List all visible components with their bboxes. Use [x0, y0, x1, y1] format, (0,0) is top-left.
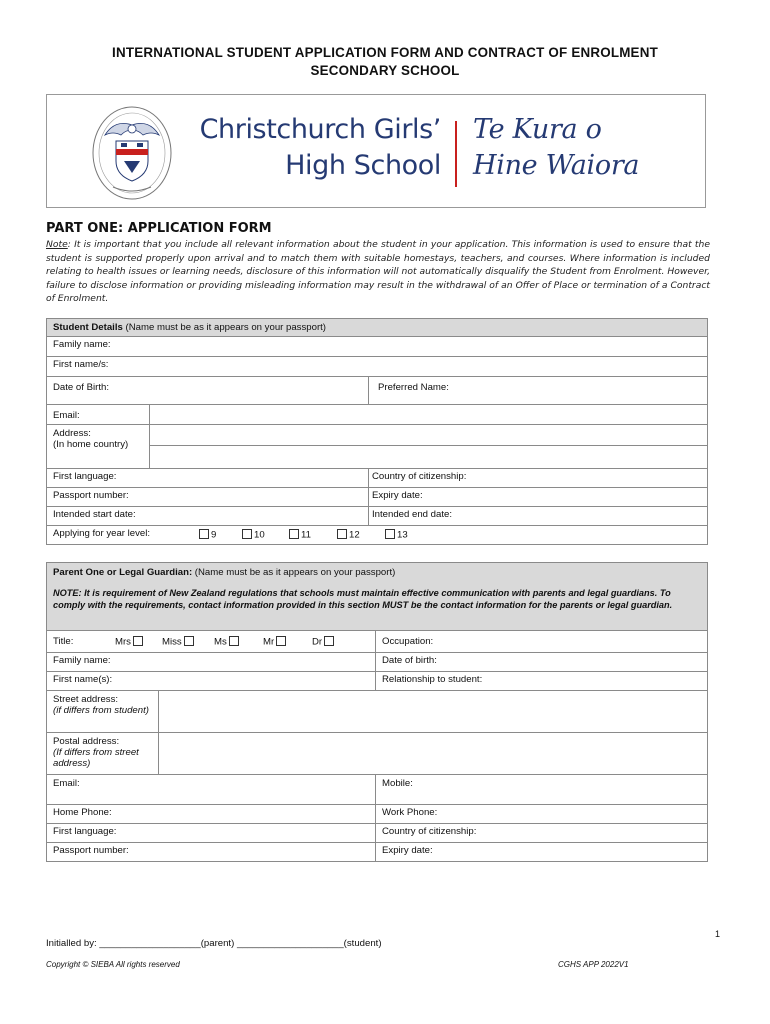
- school-name-maori: [473, 112, 639, 184]
- form-title: [0, 44, 770, 80]
- year-11-checkbox[interactable]: [289, 529, 299, 539]
- guardian-street-label-line2: (if differs from student): [53, 705, 149, 716]
- guardian-postal-label: [47, 733, 159, 775]
- title-ms-label: Ms: [214, 636, 227, 648]
- student-start-date-field[interactable]: Intended start date:: [47, 507, 369, 526]
- year-11-label: 11: [301, 529, 311, 541]
- year-10-checkbox[interactable]: [242, 529, 252, 539]
- student-passport-field[interactable]: Passport number:: [47, 488, 369, 507]
- year-13-checkbox[interactable]: [385, 529, 395, 539]
- school-name-en-line2: High School: [285, 150, 441, 181]
- title-mr-label: Mr: [263, 636, 275, 648]
- note-text: : It is important that you include all relevant information about the student in your application. This information is used to ensure that the student is supported properly upon arrival and to match them with suitable homestays, teachers, and courses. Where information is included relating to health issues or learning needs, disclosure of this information will not automatically disqualify the Student from Enrolment. However, failure to disclose information or providing misleading information may result in the withdrawal of an Offer of Place or termination of a Contract of Enrolment.: [46, 239, 710, 305]
- student-details-header: [47, 319, 708, 337]
- year-9-label: 9: [211, 529, 217, 541]
- guardian-family-name-field[interactable]: Family name:: [47, 653, 376, 672]
- title-dr-label: Dr: [312, 636, 323, 648]
- guardian-expiry-field[interactable]: Expiry date:: [376, 843, 708, 862]
- guardian-header: [47, 563, 708, 585]
- year-level-row: [47, 526, 708, 545]
- guardian-work-phone-field[interactable]: Work Phone:: [376, 805, 708, 824]
- form-version: CGHS APP 2022V1: [558, 960, 629, 969]
- title-ms-checkbox[interactable]: [229, 636, 239, 646]
- title-dr-checkbox[interactable]: [324, 636, 334, 646]
- logo-divider: [455, 121, 457, 187]
- title-dr-option[interactable]: [312, 636, 336, 648]
- title-mrs-label: Mrs: [115, 636, 131, 648]
- guardian-relationship-field[interactable]: Relationship to student:: [376, 672, 708, 691]
- guardian-dob-field[interactable]: Date of birth:: [376, 653, 708, 672]
- guardian-postal-label-line1: Postal address:: [53, 736, 120, 747]
- school-name-english: [175, 112, 441, 184]
- year-13-option[interactable]: [385, 529, 408, 541]
- initialled-by-line: Initialled by: ___________________(parent) ____________________(student): [46, 938, 382, 949]
- guardian-passport-field[interactable]: Passport number:: [47, 843, 376, 862]
- student-dob-field[interactable]: Date of Birth:: [47, 377, 369, 405]
- guardian-street-input[interactable]: [159, 691, 708, 733]
- part-one-note: [46, 238, 710, 306]
- student-email-input[interactable]: [150, 405, 708, 425]
- guardian-home-phone-field[interactable]: Home Phone:: [47, 805, 376, 824]
- guardian-first-names-field[interactable]: First name(s):: [47, 672, 376, 691]
- student-preferred-name-field[interactable]: Preferred Name:: [369, 377, 708, 405]
- student-address-label-line2: (In home country): [53, 439, 129, 450]
- student-first-names-field[interactable]: First name/s:: [47, 357, 708, 377]
- student-address-input-2[interactable]: [150, 446, 708, 469]
- student-details-header-rest: (Name must be as it appears on your passport): [122, 322, 327, 333]
- school-name-mi-line1: Te Kura o: [473, 114, 602, 145]
- guardian-title-row: [47, 631, 376, 653]
- title-miss-checkbox[interactable]: [184, 636, 194, 646]
- student-details-header-bold: Student Details: [53, 322, 123, 333]
- guardian-street-label-line1: Street address:: [53, 694, 119, 705]
- title-mr-checkbox[interactable]: [276, 636, 286, 646]
- guardian-citizenship-field[interactable]: Country of citizenship:: [376, 824, 708, 843]
- year-10-label: 10: [254, 529, 265, 541]
- student-first-language-field[interactable]: First language:: [47, 469, 369, 488]
- copyright-text: Copyright © SIEBA All rights reserved: [46, 960, 180, 969]
- guardian-title-label: Title:: [53, 636, 74, 647]
- guardian-header-rest: (Name must be as it appears on your passport): [192, 567, 396, 578]
- guardian-postal-label-line2: (If differs from street: [53, 747, 139, 758]
- student-email-label: Email:: [47, 405, 150, 425]
- guardian-email-field[interactable]: Email:: [47, 775, 376, 805]
- year-12-checkbox[interactable]: [337, 529, 347, 539]
- school-logo-banner: [46, 94, 706, 208]
- title-miss-option[interactable]: [162, 636, 196, 648]
- form-title-line2: SECONDARY SCHOOL: [310, 63, 460, 78]
- part-one-title: PART ONE: APPLICATION FORM: [46, 221, 272, 236]
- guardian-mobile-field[interactable]: Mobile:: [376, 775, 708, 805]
- title-miss-label: Miss: [162, 636, 182, 648]
- student-family-name-field[interactable]: Family name:: [47, 337, 708, 357]
- title-mr-option[interactable]: [263, 636, 288, 648]
- year-9-option[interactable]: [199, 529, 216, 541]
- student-address-label: [47, 425, 150, 469]
- student-citizenship-field[interactable]: Country of citizenship:: [369, 469, 708, 488]
- year-11-option[interactable]: [289, 529, 311, 541]
- student-expiry-field[interactable]: Expiry date:: [369, 488, 708, 507]
- guardian-occupation-field[interactable]: Occupation:: [376, 631, 708, 653]
- title-mrs-checkbox[interactable]: [133, 636, 143, 646]
- school-name-mi-line2: Hine Waiora: [473, 150, 640, 181]
- guardian-postal-input[interactable]: [159, 733, 708, 775]
- student-address-label-line1: Address:: [53, 428, 91, 439]
- title-mrs-option[interactable]: [115, 636, 145, 648]
- guardian-details-table: [46, 562, 708, 862]
- year-9-checkbox[interactable]: [199, 529, 209, 539]
- student-end-date-field[interactable]: Intended end date:: [369, 507, 708, 526]
- year-10-option[interactable]: [242, 529, 265, 541]
- note-label: Note: [46, 239, 68, 250]
- year-12-label: 12: [349, 529, 360, 541]
- guardian-first-language-field[interactable]: First language:: [47, 824, 376, 843]
- student-details-table: [46, 318, 708, 545]
- school-crest-icon: [91, 105, 173, 201]
- year-13-label: 13: [397, 529, 408, 541]
- guardian-header-bold: Parent One or Legal Guardian:: [53, 567, 193, 578]
- school-name-en-line1: Christchurch Girls’: [199, 114, 441, 145]
- page-number: 1: [714, 929, 720, 939]
- title-ms-option[interactable]: [214, 636, 241, 648]
- student-address-input-1[interactable]: [150, 425, 708, 446]
- form-title-line1: INTERNATIONAL STUDENT APPLICATION FORM AND CONTRACT OF ENROLMENT: [112, 45, 658, 60]
- guardian-note: NOTE: It is requirement of New Zealand regulations that schools must maintain effective communication with parents and legal guardians. To comply with the requirements, contact information provided in this section MUST be the contact information for the parents or legal guardian.: [47, 585, 708, 631]
- guardian-street-label: [47, 691, 159, 733]
- year-12-option[interactable]: [337, 529, 360, 541]
- year-level-label: Applying for year level:: [53, 528, 151, 539]
- guardian-postal-label-line3: address): [53, 758, 91, 769]
